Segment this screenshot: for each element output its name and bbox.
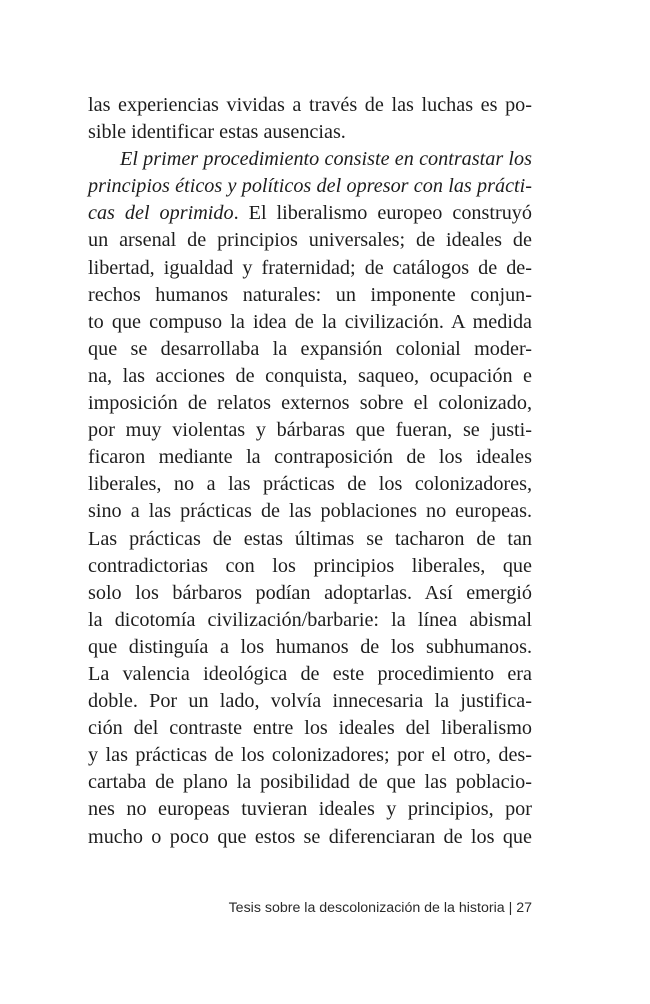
body-text [88, 92, 532, 851]
page-number: 27 [516, 900, 532, 916]
text-line: nes no europeas tuvieran ideales y principios, por [88, 798, 532, 821]
text-line: La valencia ideológica de este procedimiento era [88, 662, 532, 685]
text-line: y las prácticas de los colonizadores; por el otro, des- [88, 744, 532, 767]
text-line: por muy violentas y bárbaras que fueran, se justi- [88, 419, 532, 442]
text-line-italic: El primer procedimiento consiste en contrastar los [120, 148, 532, 171]
text-line: na, las acciones de conquista, saqueo, ocupación e [88, 364, 532, 387]
text-line: sible identificar estas ausencias. [88, 121, 346, 144]
text-line: mucho o poco que estos se diferenciaran de los que [88, 825, 532, 848]
italic-phrase: cas del oprimido [88, 202, 234, 225]
text-line: que se desarrollaba la expansión colonial moder- [88, 337, 532, 360]
text-line [88, 200, 532, 227]
text-line: contradictorias con los principios liberales, que [88, 554, 532, 577]
text-line-italic: principios éticos y políticos del opresor con las prácti- [88, 175, 532, 198]
text-line: un arsenal de principios universales; de ideales de [88, 229, 532, 252]
text-line: doble. Por un lado, volvía innecesaria la justifica- [88, 690, 532, 713]
text-line: que distinguía a los humanos de los subhumanos. [88, 635, 532, 658]
page-footer [88, 900, 532, 916]
text-line: imposición de relatos externos sobre el colonizado, [88, 392, 532, 415]
text-line: Las prácticas de estas últimas se tacharon de tan [88, 527, 532, 550]
text-line: ficaron mediante la contraposición de los ideales [88, 446, 532, 469]
text-line: solo los bárbaros podían adoptarlas. Así emergió [88, 581, 532, 604]
text-line: liberales, no a las prácticas de los colonizadores, [88, 473, 532, 496]
text-line: sino a las prácticas de las poblaciones no europeas. [88, 500, 532, 523]
footer-separator: | [508, 900, 513, 916]
text-line: cartaba de plano la posibilidad de que las poblacio- [88, 771, 532, 794]
text-line: rechos humanos naturales: un imponente conjun- [88, 283, 532, 306]
text-line: to que compuso la idea de la civilización. A medida [88, 310, 532, 333]
text-line: la dicotomía civilización/barbarie: la línea abismal [88, 608, 532, 631]
text-line: libertad, igualdad y fraternidad; de catálogos de de- [88, 256, 532, 279]
text-line: las experiencias vividas a través de las luchas es po- [88, 94, 532, 116]
running-title: Tesis sobre la descolonización de la historia [228, 900, 505, 916]
text-line-tail: . El liberalismo europeo construyó [233, 202, 532, 225]
text-line: ción del contraste entre los ideales del liberalismo [88, 717, 532, 740]
